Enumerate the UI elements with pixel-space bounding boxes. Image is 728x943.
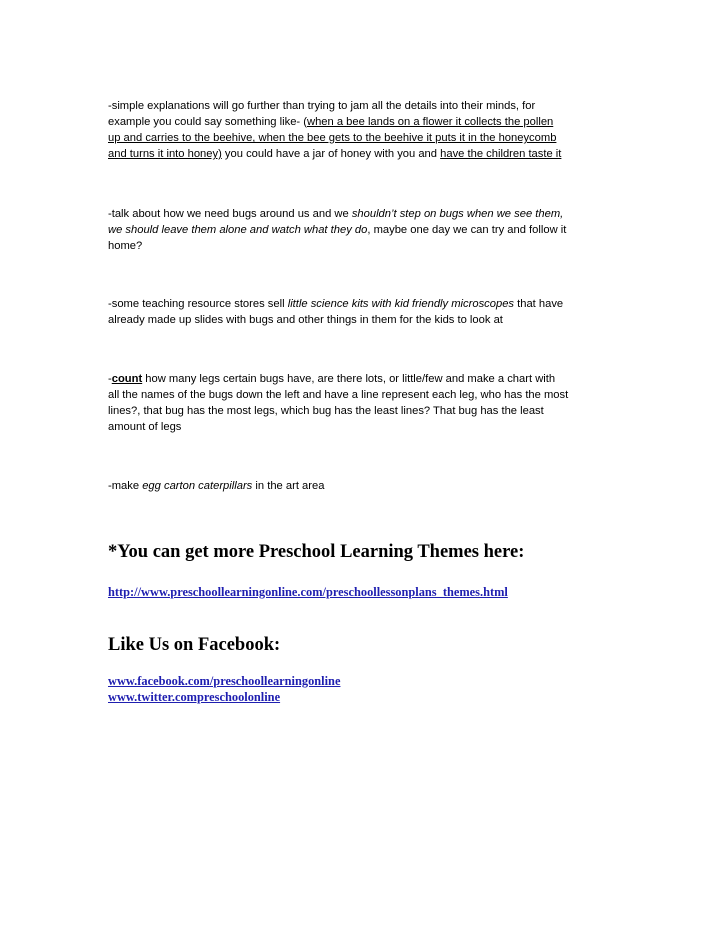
underlined-text-run: and turns it into honey) xyxy=(108,148,222,160)
paragraph-line xyxy=(108,130,628,146)
paragraph-line xyxy=(108,371,628,387)
paragraph-line xyxy=(108,146,628,162)
text-run: -some teaching resource stores sell xyxy=(108,298,288,310)
paragraph-line xyxy=(108,312,628,328)
social-heading: Like Us on Facebook: xyxy=(108,635,281,655)
italic-text-run: egg carton caterpillars xyxy=(142,480,253,492)
text-run: how many legs certain bugs have, are there lots, or little/few and make a chart with xyxy=(142,373,556,385)
paragraph-line xyxy=(108,478,628,494)
text-run: that have xyxy=(514,298,564,310)
bee-explanation-paragraph xyxy=(108,98,628,162)
paragraph-line xyxy=(108,387,628,403)
paragraph-line xyxy=(108,238,628,254)
text-run: , maybe one day we can try and follow it xyxy=(367,224,567,236)
paragraph-line xyxy=(108,206,628,222)
underlined-text-run: when a bee lands on a flower it collects the pollen xyxy=(306,116,554,128)
text-run: you could have a jar of honey with you and xyxy=(221,148,441,160)
text-run: amount of legs xyxy=(108,421,182,433)
themes-link[interactable]: http://www.preschoollearningonline.com/preschoollessonplans_themes.html xyxy=(108,585,508,599)
italic-text-run: we should leave them alone and watch what they do xyxy=(108,224,368,236)
bugs-around-us-paragraph xyxy=(108,206,628,254)
paragraph-line xyxy=(108,419,628,435)
text-run: - xyxy=(108,373,112,385)
text-run: -simple explanations will go further than trying to jam all the details into their minds, for xyxy=(108,100,536,112)
text-run: all the names of the bugs down the left and have a line represent each leg, who has the most xyxy=(108,389,569,401)
underlined-text-run: up and carries to the beehive, when the bee gets to the beehive it puts it in the honeycomb xyxy=(108,132,557,144)
facebook-link[interactable]: www.facebook.com/preschoollearningonline xyxy=(108,674,341,688)
egg-carton-paragraph xyxy=(108,478,628,494)
twitter-link[interactable]: www.twitter.compreschoolonline xyxy=(108,690,281,704)
paragraph-line xyxy=(108,98,628,114)
text-run: home? xyxy=(108,240,143,252)
themes-heading: *You can get more Preschool Learning Themes here: xyxy=(108,542,525,562)
italic-text-run: shouldn’t step on bugs when we see them, xyxy=(351,208,564,220)
italic-text-run: little science kits with kid friendly microscopes xyxy=(287,298,515,310)
text-run: example you could say something like- ( xyxy=(108,116,307,128)
paragraph-line xyxy=(108,296,628,312)
text-run: -talk about how we need bugs around us and we xyxy=(108,208,352,220)
paragraph-line xyxy=(108,114,628,130)
text-run: -make xyxy=(108,480,143,492)
count-legs-paragraph xyxy=(108,371,628,435)
text-run: already made up slides with bugs and other things in them for the kids to look at xyxy=(108,314,503,326)
paragraph-line xyxy=(108,403,628,419)
science-kits-paragraph xyxy=(108,296,628,328)
bold-underlined-text-run: count xyxy=(111,373,143,385)
underlined-text-run: have the children taste it xyxy=(440,148,562,160)
paragraph-line xyxy=(108,222,628,238)
text-run: lines?, that bug has the most legs, which bug has the least lines? That bug has the least xyxy=(108,405,544,417)
text-run: in the art area xyxy=(252,480,325,492)
